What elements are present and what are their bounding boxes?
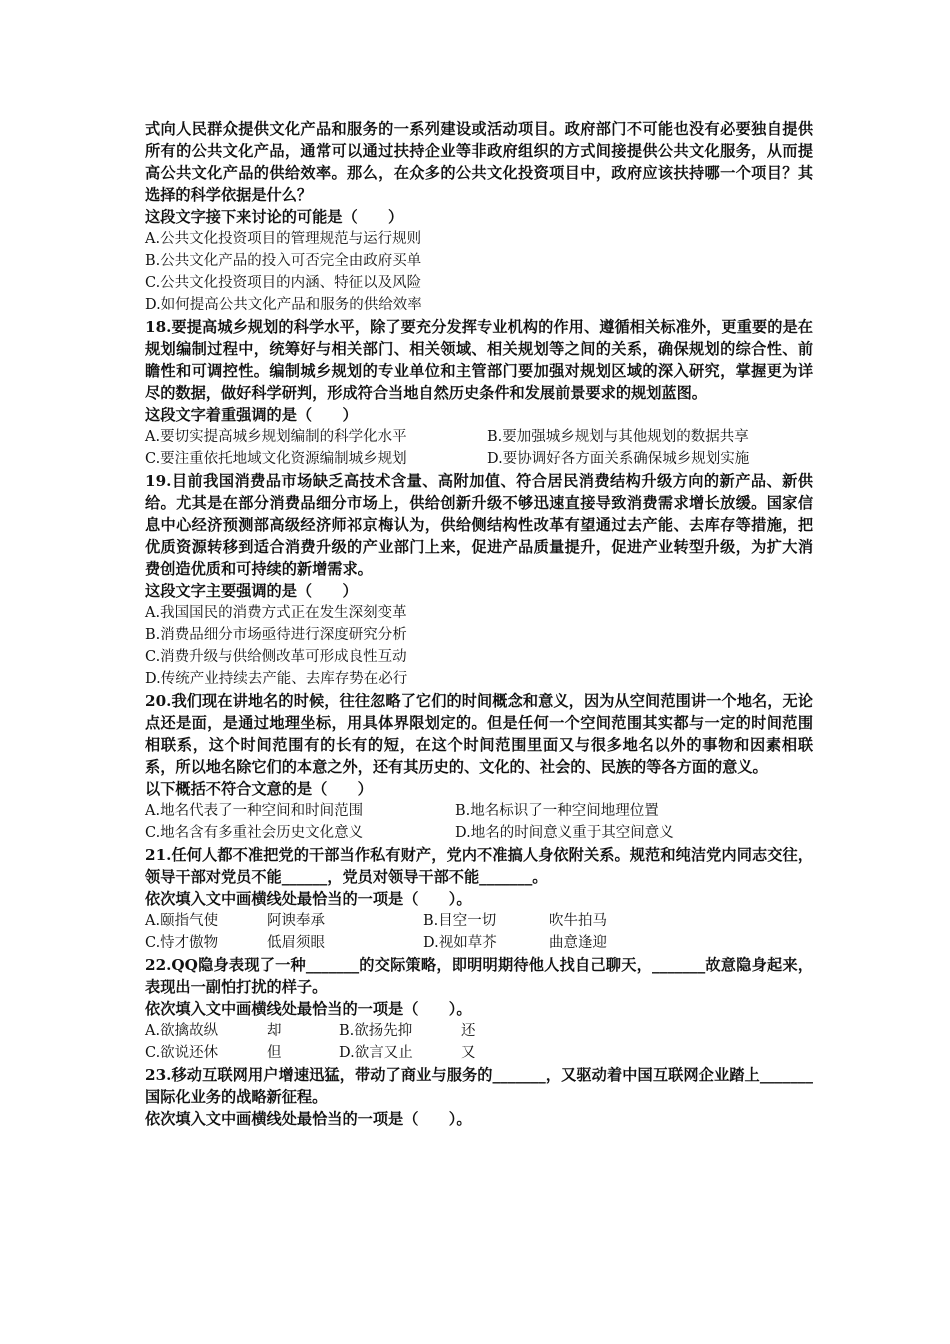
q21-option-c-word-1: C.恃才傲物 — [145, 935, 219, 951]
q22-option-d — [339, 1042, 476, 1064]
q21-options-row-1 — [145, 910, 813, 932]
q21-options-row-2 — [145, 932, 813, 954]
question-23 — [145, 1064, 813, 1130]
q19-passage: 19.目前我国消费品市场缺乏高技术含量、高附加值、符合居民消费结构升级方向的新产品、新供给。尤其是在部分消费品细分市场上，供给创新升级不够迅速直接导致消费需求增长放缓。国家信息中心经济预测部高级经济师祁京梅认为，供给侧结构性改革有望通过去产能、去库存等措施，把优质资源转移到适合消费升级的产业部门上来，促进产品质量提升，促进产业转型升级，为扩大消费创造优质和可持续的新增需求。 — [145, 472, 813, 578]
q21-option-d-word-1: D.视如草芥 — [423, 935, 497, 951]
q17-option-c: C.公共文化投资项目的内涵、特征以及风险 — [145, 275, 422, 291]
q20-options-row-1 — [145, 800, 813, 822]
q17-passage: 式向人民群众提供文化产品和服务的一系列建设或活动项目。政府部门不可能也没有必要独自提供所有的公共文化产品，通常可以通过扶持企业等非政府组织的方式间接提供公共文化服务，从而提高公共文化产品的供给效率。那么，在众多的公共文化投资项目中，政府应该扶持哪一个项目？其选择的科学依据是什么？ — [145, 120, 813, 204]
q18-options-row-2 — [145, 448, 813, 470]
q22-option-c-word-1: C.欲说还休 — [145, 1045, 219, 1061]
q22-option-a-word-1: A.欲擒故纵 — [145, 1023, 219, 1039]
question-22 — [145, 954, 813, 1064]
q22-options-row-2 — [145, 1042, 813, 1064]
question-19 — [145, 470, 813, 690]
question-18 — [145, 316, 813, 470]
q17-option-d: D.如何提高公共文化产品和服务的供给效率 — [145, 297, 422, 313]
q19-question: 这段文字主要强调的是（ ） — [145, 582, 358, 600]
q21-passage: 21.任何人都不准把党的干部当作私有财产，党内不准搞人身依附关系。规范和纯洁党内同志交往，领导干部对党员不能______，党员对领导干部不能_______。 — [145, 846, 813, 886]
q20-option-c: C.地名含有多重社会历史文化意义 — [145, 825, 364, 841]
q21-question: 依次填入文中画横线处最恰当的一项是（ ）。 — [145, 890, 472, 908]
q22-option-b-word-2: 还 — [461, 1023, 476, 1039]
q18-option-a: A.要切实提高城乡规划编制的科学化水平 — [145, 429, 407, 445]
q21-option-b — [423, 910, 607, 932]
document-body — [145, 118, 813, 1130]
q18-option-d: D.要协调好各方面关系确保城乡规划实施 — [487, 451, 750, 467]
q22-options-row-1 — [145, 1020, 813, 1042]
q20-options-row-2 — [145, 822, 813, 844]
q17-option-b: B.公共文化产品的投入可否完全由政府买单 — [145, 253, 422, 269]
q20-option-d: D.地名的时间意义重于其空间意义 — [455, 825, 674, 841]
q21-option-d-word-2: 曲意逢迎 — [549, 935, 607, 951]
q21-option-b-word-2: 吹牛拍马 — [549, 913, 607, 929]
q22-option-d-word-2: 又 — [461, 1045, 476, 1061]
q17-option-a: A.公共文化投资项目的管理规范与运行规则 — [145, 231, 422, 247]
q21-option-b-word-1: B.目空一切 — [423, 913, 497, 929]
q22-option-b — [339, 1020, 476, 1042]
q23-passage: 23.移动互联网用户增速迅猛，带动了商业与服务的_______，又驱动着中国互联网企业踏上_______国际化业务的战略新征程。 — [145, 1066, 813, 1106]
q20-passage: 20.我们现在讲地名的时候，往往忽略了它们的时间概念和意义，因为从空间范围讲一个地名，无论点还是面，是通过地理坐标，用具体界限划定的。但是任何一个空间范围其实都与一定的时间范围相联系，这个时间范围有的长有的短，在这个时间范围里面又与很多地名以外的事物和因素相联系，所以地名除它们的本意之外，还有其历史的、文化的、社会的、民族的等各方面的意义。 — [145, 692, 813, 776]
question-21 — [145, 844, 813, 954]
q20-option-a: A.地名代表了一种空间和时间范围 — [145, 803, 364, 819]
q19-option-b: B.消费品细分市场亟待进行深度研究分析 — [145, 627, 407, 643]
q23-question: 依次填入文中画横线处最恰当的一项是（ ）。 — [145, 1110, 472, 1128]
q17-question: 这段文字接下来讨论的可能是（ ） — [145, 208, 404, 226]
q22-passage: 22.QQ隐身表现了一种_______的交际策略，即明明期待他人找自己聊天，_______故意隐身起来，表现出一副怕打扰的样子。 — [145, 956, 813, 996]
q18-option-c: C.要注重依托地域文化资源编制城乡规划 — [145, 451, 407, 467]
q18-question: 这段文字着重强调的是（ ） — [145, 406, 358, 424]
q18-passage: 18.要提高城乡规划的科学水平，除了要充分发挥专业机构的作用、遵循相关标准外，更重要的是在规划编制过程中，统筹好与相关部门、相关领域、相关规划等之间的关系，确保规划的综合性、前瞻性和可调控性。编制城乡规划的专业单位和主管部门要加强对规划区域的深入研究，掌握更为详尽的数据，做好科学研判，形成符合当地自然历史条件和发展前景要求的规划蓝图。 — [145, 318, 813, 402]
q19-option-a: A.我国国民的消费方式正在发生深刻变革 — [145, 605, 407, 621]
question-20 — [145, 690, 813, 844]
q21-option-c — [145, 932, 423, 954]
q18-option-b: B.要加强城乡规划与其他规划的数据共享 — [487, 429, 749, 445]
q20-option-b: B.地名标识了一种空间地理位置 — [455, 803, 659, 819]
q21-option-c-word-2: 低眉须眼 — [267, 935, 325, 951]
q22-option-b-word-1: B.欲扬先抑 — [339, 1023, 413, 1039]
q21-option-a — [145, 910, 423, 932]
q22-option-c — [145, 1042, 339, 1064]
q22-option-a-word-2: 却 — [267, 1023, 282, 1039]
q20-question: 以下概括不符合文意的是（ ） — [145, 780, 373, 798]
q18-options-row-1 — [145, 426, 813, 448]
q19-option-c: C.消费升级与供给侧改革可形成良性互动 — [145, 649, 407, 665]
q22-question: 依次填入文中画横线处最恰当的一项是（ ）。 — [145, 1000, 472, 1018]
q22-option-c-word-2: 但 — [267, 1045, 282, 1061]
q22-option-a — [145, 1020, 339, 1042]
q22-option-d-word-1: D.欲言又止 — [339, 1045, 413, 1061]
q21-option-d — [423, 932, 607, 954]
q21-option-a-word-1: A.颐指气使 — [145, 913, 219, 929]
q19-option-d: D.传统产业持续去产能、去库存势在必行 — [145, 671, 408, 687]
question-17 — [145, 118, 813, 316]
q21-option-a-word-2: 阿谀奉承 — [267, 913, 325, 929]
